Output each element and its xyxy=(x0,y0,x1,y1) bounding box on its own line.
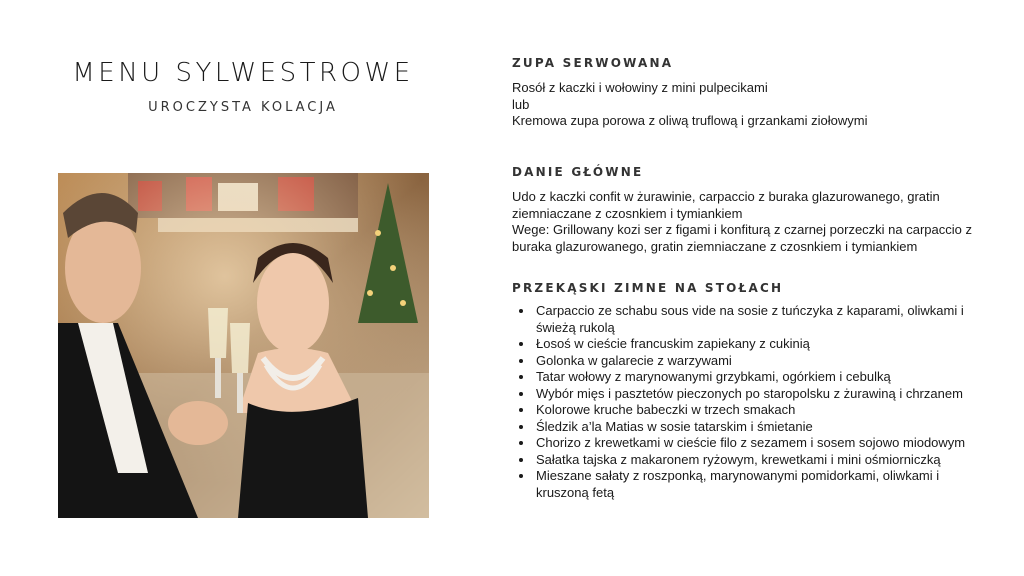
page-title: MENU SYLWESTROWE xyxy=(72,58,414,88)
list-item: • Tatar wołowy z marynowanymi grzybkami, ogórkiem i cebulką xyxy=(534,369,994,386)
soup-option-1: Rosół z kaczki i wołowiny z mini pulpecikami xyxy=(512,80,768,95)
list-item: • Chorizo z krewetkami w cieście filo z sezamem i sosem sojowo miodowym xyxy=(534,435,994,452)
main-description xyxy=(512,189,982,255)
list-item: • Golonka w galarecie z warzywami xyxy=(534,353,994,370)
main-dish: Udo z kaczki confit w żurawinie, carpaccio z buraka glazurowanego, gratin ziemniaczane z czosnkiem i tymiankiem xyxy=(512,189,940,221)
soup-separator: lub xyxy=(512,96,530,112)
list-item: • Carpaccio ze schabu sous vide na sosie z tuńczyka z kaparami, oliwkami i świeżą rukolą xyxy=(534,303,994,336)
soup-heading: ZUPA SERWOWANA xyxy=(512,56,674,70)
cold-appetizers-list xyxy=(512,303,994,501)
list-item: • Mieszane sałaty z roszponką, marynowanymi pomidorkami, oliwkami i kruszoną fetą xyxy=(534,468,994,501)
cold-heading: PRZEKĄSKI ZIMNE NA STOŁACH xyxy=(512,281,784,295)
list-item: • Śledzik a’la Matias w sosie tatarskim i śmietanie xyxy=(534,419,994,436)
list-item: • Wybór mięs i pasztetów pieczonych po staropolsku z żurawiną i chrzanem xyxy=(534,386,994,403)
list-item: • Sałatka tajska z makaronem ryżowym, krewetkami i mini ośmiorniczką xyxy=(534,452,994,469)
page-subtitle: UROCZYSTA KOLACJA xyxy=(148,100,338,115)
list-item: • Łosoś w cieście francuskim zapiekany z cukinią xyxy=(534,336,994,353)
soup-option-2: Kremowa zupa porowa z oliwą truflową i grzankami ziołowymi xyxy=(512,113,868,128)
party-photo xyxy=(58,173,429,518)
main-heading: DANIE GŁÓWNE xyxy=(512,165,644,179)
soup-description xyxy=(512,80,982,130)
list-item: • Kolorowe kruche babeczki w trzech smakach xyxy=(534,402,994,419)
main-vegan-dish: Wege: Grillowany kozi ser z figami i konfiturą z czarnej porzeczki na carpaccio z buraka glazurowanego, gratin ziemniaczane z czosnkiem i tymiankiem xyxy=(512,222,972,254)
